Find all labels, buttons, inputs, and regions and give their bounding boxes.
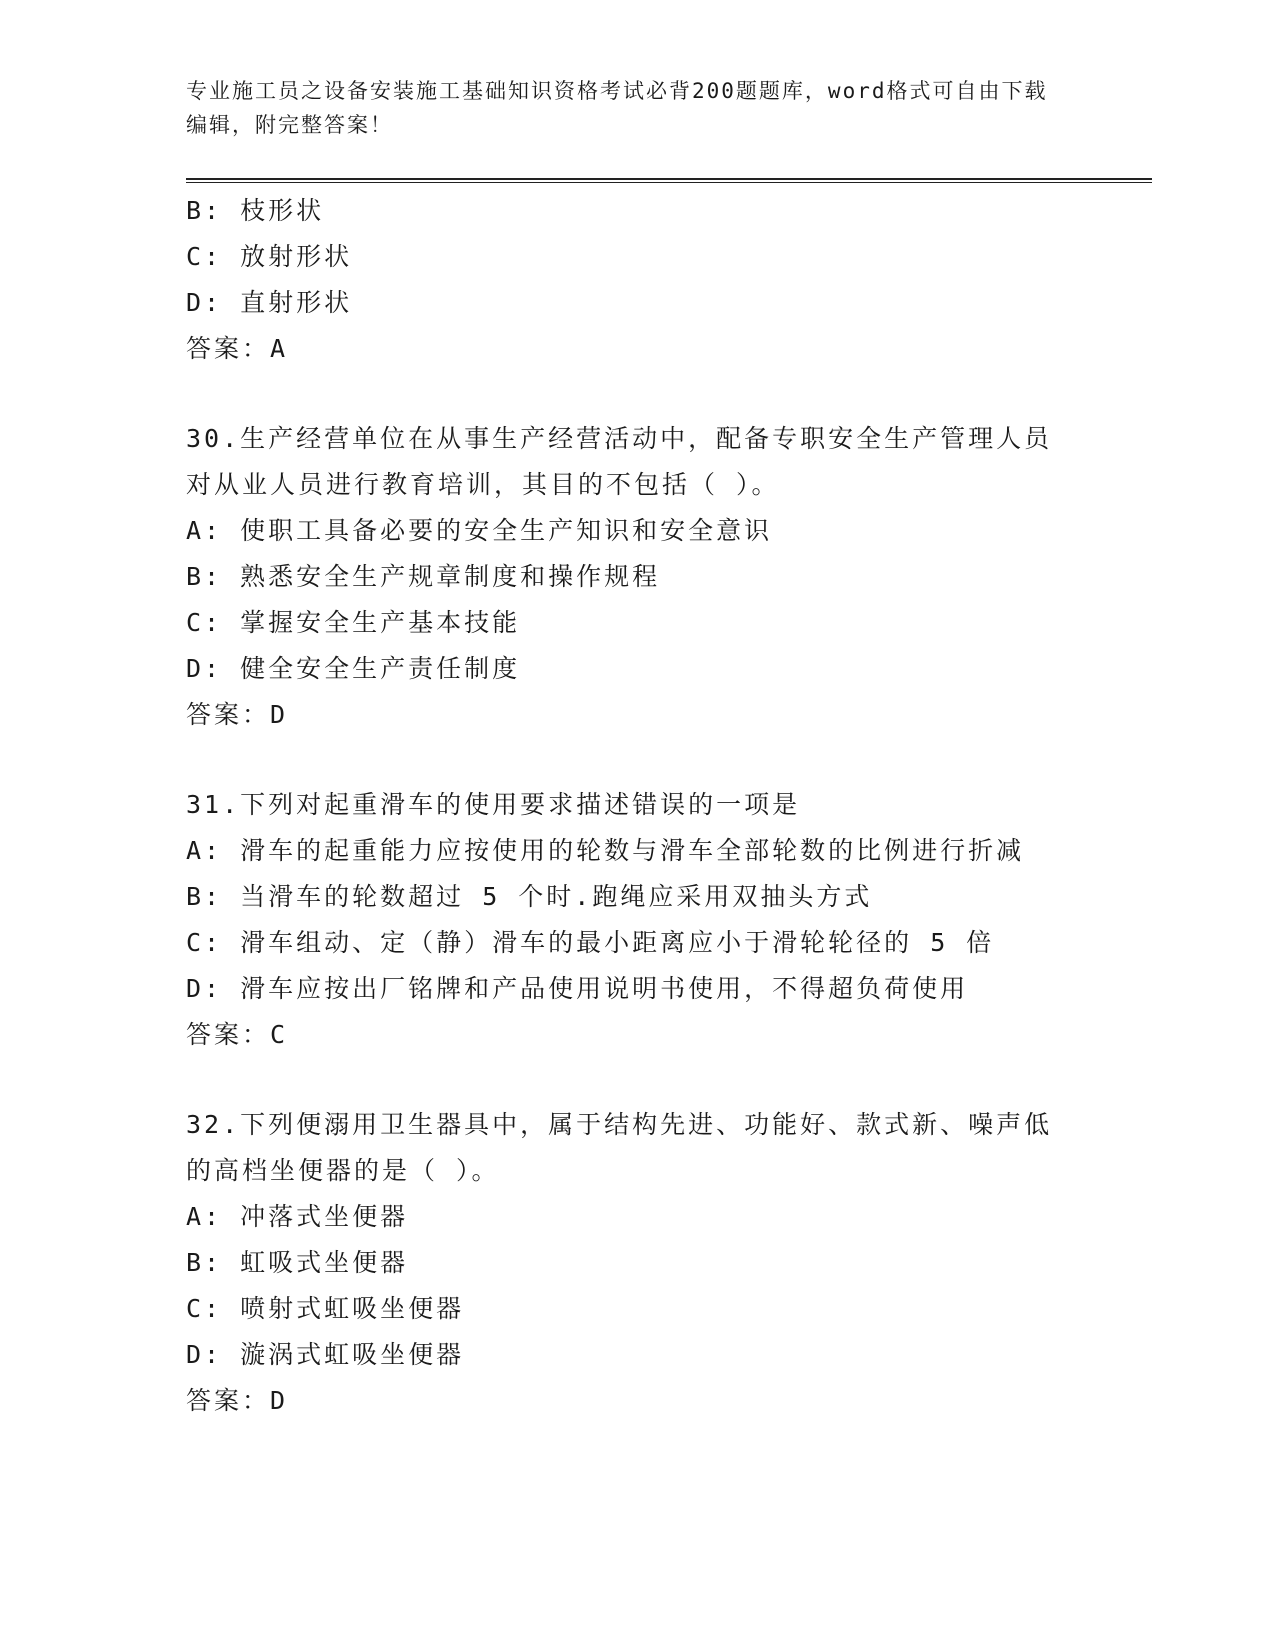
question-stem-line-1: 32.下列便溺用卫生器具中，属于结构先进、功能好、款式新、噪声低: [186, 1110, 1053, 1139]
option-c: C: 喷射式虹吸坐便器: [186, 1294, 465, 1323]
option-b: B: 虹吸式坐便器: [186, 1248, 409, 1277]
question-32: [186, 1102, 1086, 1424]
option-b: B: 熟悉安全生产规章制度和操作规程: [186, 562, 661, 591]
header-divider-thin: [186, 182, 1152, 183]
option-d: D: 漩涡式虹吸坐便器: [186, 1340, 465, 1369]
answer-label: 答案：: [186, 1386, 271, 1415]
answer-line: [186, 1012, 1086, 1058]
option-b: B: 当滑车的轮数超过 5 个时.跑绳应采用双抽头方式: [186, 882, 873, 911]
question-stem-line-2: 对从业人员进行教育培训，其目的不包括（ ）。: [186, 470, 780, 499]
spacer: [186, 738, 1086, 782]
question-stem-line-1: 30.生产经营单位在从事生产经营活动中，配备专职安全生产管理人员: [186, 424, 1053, 453]
answer-label: 答案：: [186, 1020, 271, 1049]
answer-line: [186, 1378, 1086, 1424]
option-c: C: 掌握安全生产基本技能: [186, 608, 521, 637]
answer-value: A: [270, 334, 287, 363]
option-a: A: 滑车的起重能力应按使用的轮数与滑车全部轮数的比例进行折减: [186, 836, 1025, 865]
question-continuation: [186, 188, 1086, 372]
question-stem-line-2: 的高档坐便器的是（ ）。: [186, 1156, 500, 1185]
spacer: [186, 1058, 1086, 1102]
document-header: 专业施工员之设备安装施工基础知识资格考试必背200题题库，word格式可自由下载编辑，附完整答案！: [186, 79, 1048, 137]
question-stem-line-1: 31.下列对起重滑车的使用要求描述错误的一项是: [186, 790, 801, 819]
question-30: [186, 416, 1086, 738]
answer-value: D: [270, 700, 287, 729]
option-d: D: 健全安全生产责任制度: [186, 654, 521, 683]
answer-value: C: [270, 1020, 287, 1049]
option-a: A: 冲落式坐便器: [186, 1202, 409, 1231]
option-d: D: 直射形状: [186, 288, 353, 317]
answer-label: 答案：: [186, 700, 271, 729]
option-a: A: 使职工具备必要的安全生产知识和安全意识: [186, 516, 773, 545]
question-list: [186, 188, 1086, 1424]
option-b: B: 枝形状: [186, 196, 325, 225]
header-divider-thick: [186, 178, 1152, 180]
question-31: [186, 782, 1086, 1058]
option-d: D: 滑车应按出厂铭牌和产品使用说明书使用，不得超负荷使用: [186, 974, 969, 1003]
option-c: C: 放射形状: [186, 242, 353, 271]
answer-line: [186, 326, 1086, 372]
answer-value: D: [270, 1386, 287, 1415]
spacer: [186, 372, 1086, 416]
answer-label: 答案：: [186, 334, 271, 363]
answer-line: [186, 692, 1086, 738]
option-c: C: 滑车组动、定（静）滑车的最小距离应小于滑轮轮径的 5 倍: [186, 928, 995, 957]
